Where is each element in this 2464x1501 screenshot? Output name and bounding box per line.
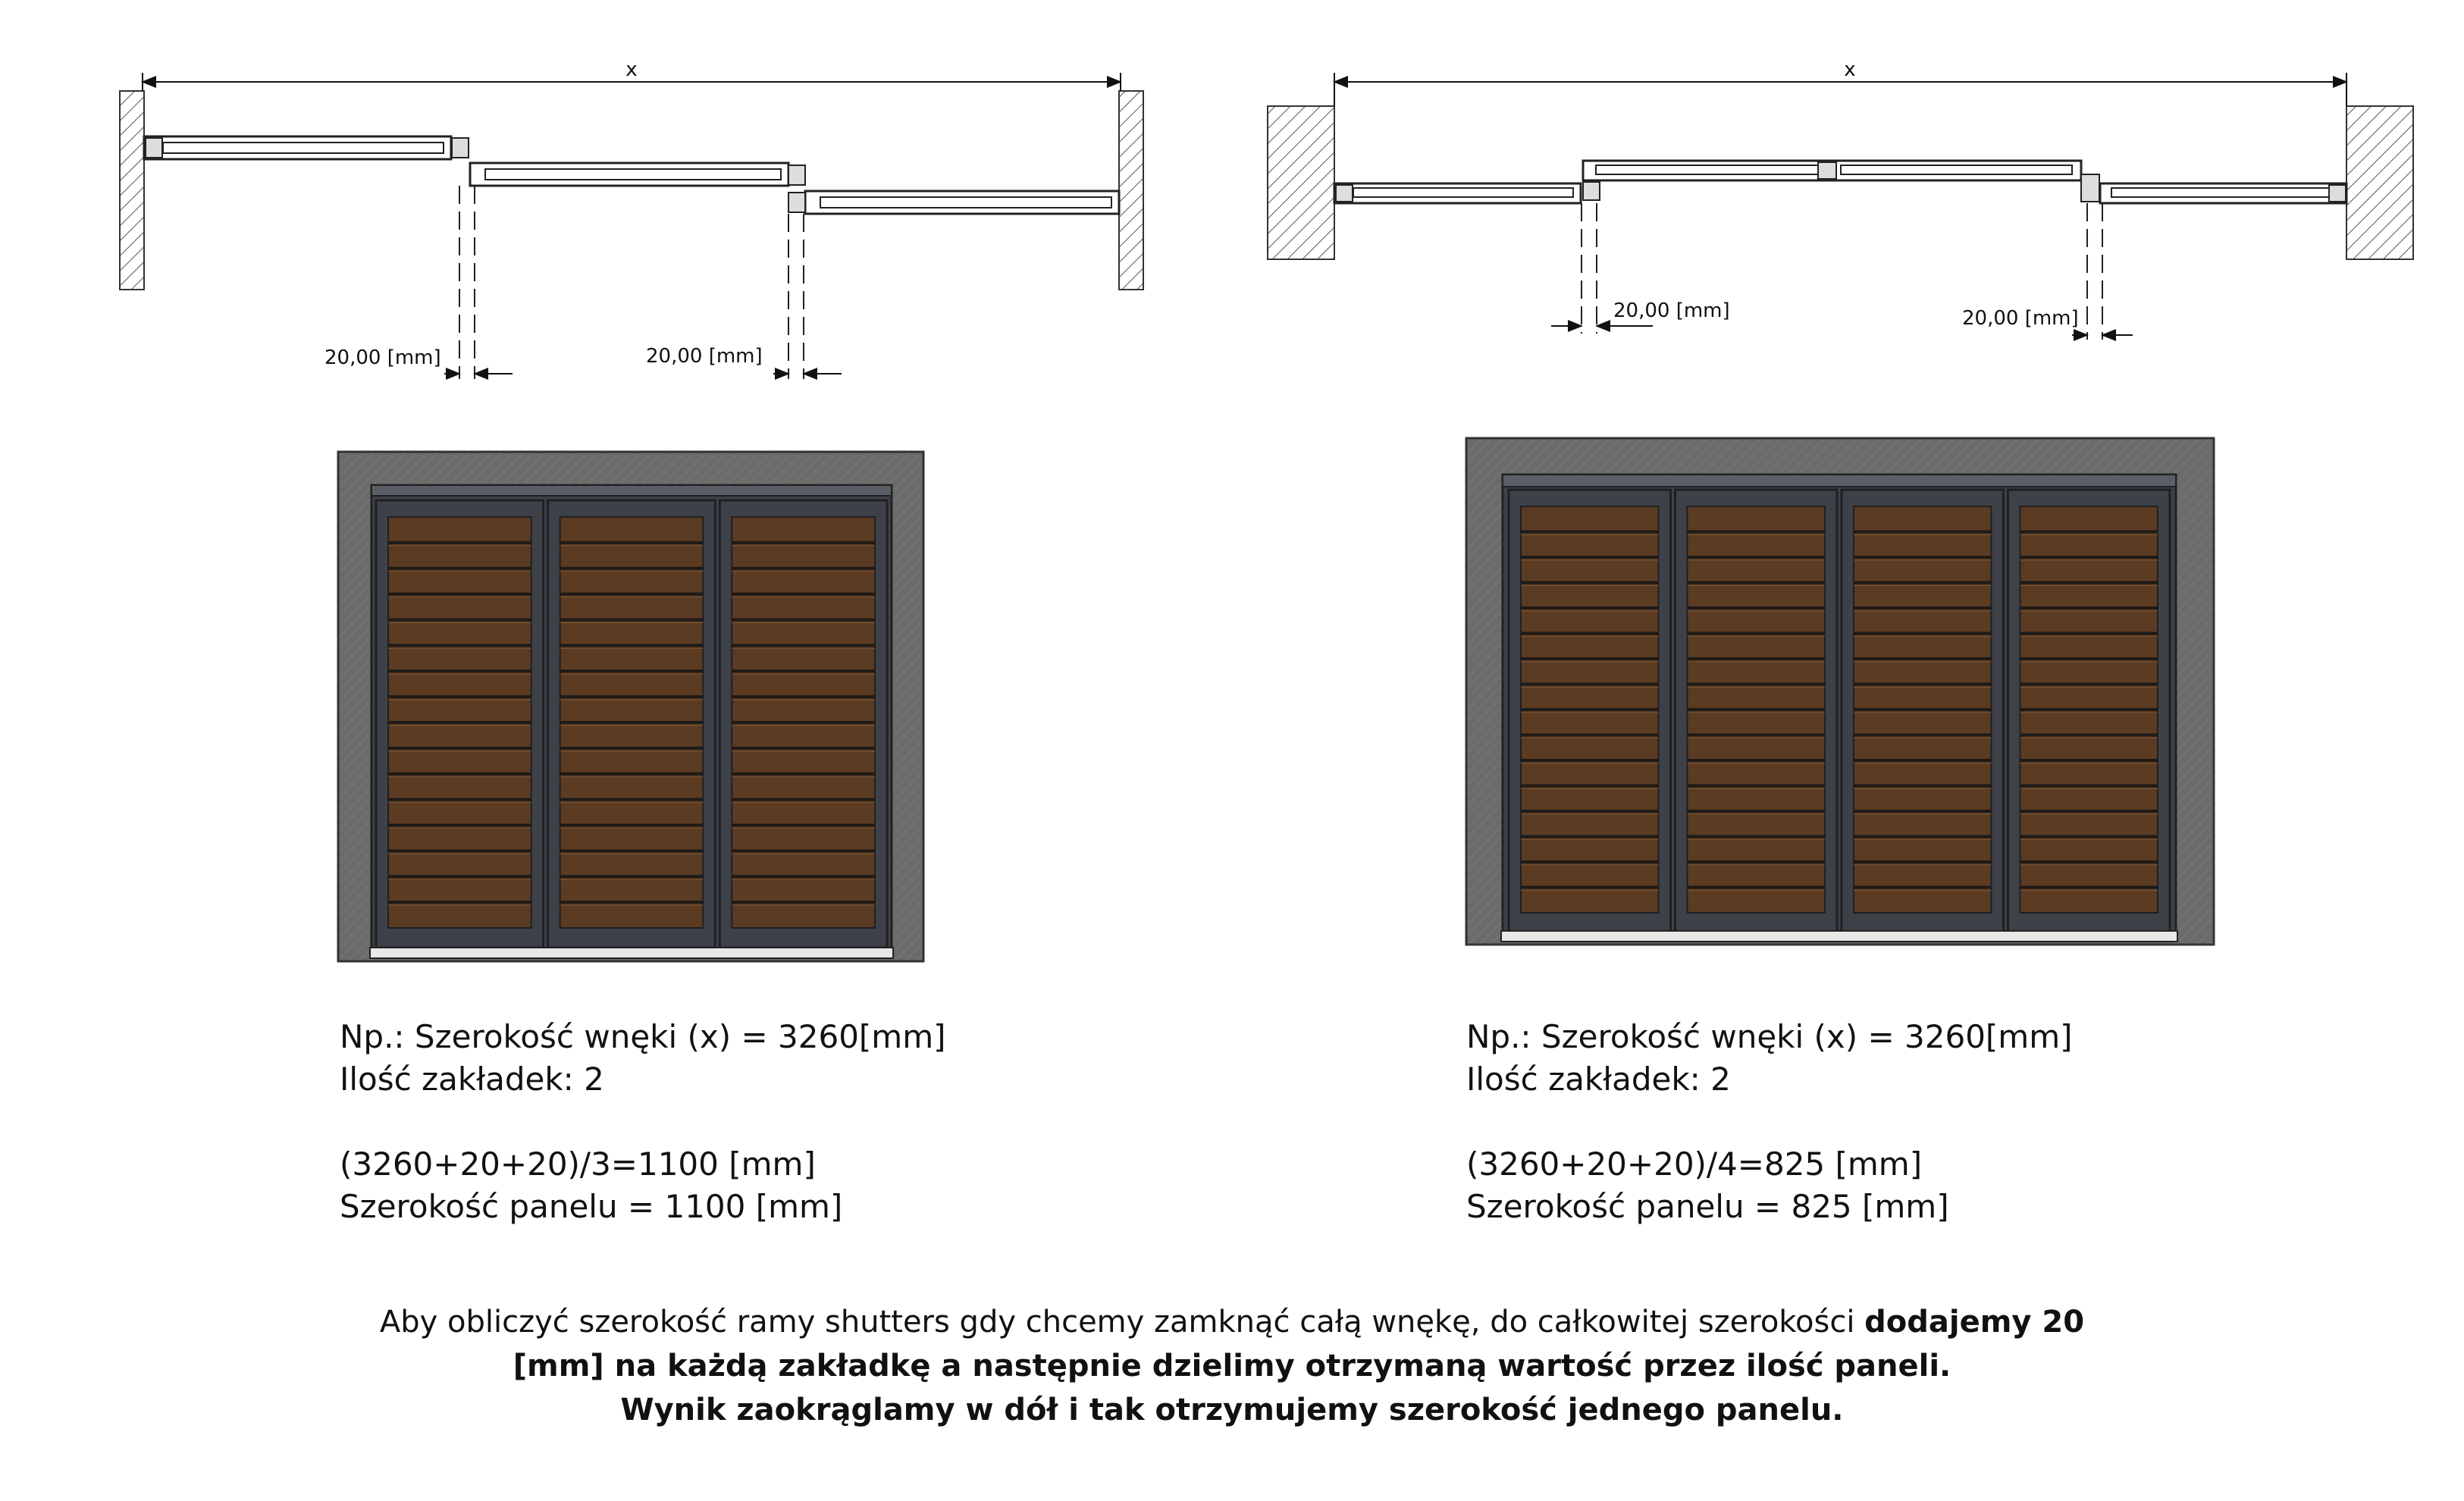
right-calculation [1466,1016,2073,1228]
note-text-bold-1: dodajemy 20 [1864,1305,2085,1340]
right-plan-view [1268,58,2413,340]
left-elevation [338,452,923,961]
left-gap-label-2: 20,00 [mm] [646,345,763,368]
left-calculation [340,1016,946,1228]
left-dim-x-label: x [625,58,638,81]
right-gap-label-2: 20,00 [mm] [1962,307,2079,330]
note-text-bold-3: Wynik zaokrąglamy w dół i tak otrzymujemy szerokość jednego panelu. [620,1393,1844,1427]
left-plan-panel-2 [470,163,805,186]
left-wall-left [120,91,144,290]
explanation-note [121,1300,2343,1432]
right-plan-panel-1 [1334,183,1581,203]
right-calc-line-1: Np.: Szerokość wnęki (x) = 3260[mm] [1466,1018,2073,1055]
right-calc-line-2: Ilość zakładek: 2 [1466,1061,1731,1098]
right-plan-panel-3 [1818,161,2081,180]
right-shutter-panel-3 [1842,490,2004,932]
left-shutter-panel-2 [548,500,716,948]
right-plan-panel-4 [2081,174,2346,203]
left-plan-view [120,58,1143,379]
right-shutter-panel-2 [1676,490,1838,932]
right-calc-line-4: Szerokość panelu = 825 [mm] [1466,1188,1949,1225]
note-text-bold-2: [mm] na każdą zakładkę a następnie dzielimy otrzymaną wartość przez ilość paneli. [513,1349,1951,1383]
left-shutter-panel-1 [376,500,544,948]
left-plan-panel-3 [788,191,1119,214]
left-calc-line-3: (3260+20+20)/3=1100 [mm] [340,1145,816,1183]
right-dim-x-label: x [1844,58,1856,81]
right-calc-line-3: (3260+20+20)/4=825 [mm] [1466,1145,1923,1183]
left-calc-line-2: Ilość zakładek: 2 [340,1061,604,1098]
left-plan-panel-1 [144,136,469,159]
right-gap-label-1: 20,00 [mm] [1613,299,1730,322]
right-elevation [1466,438,2214,945]
note-text-regular: Aby obliczyć szerokość ramy shutters gdy chcemy zamknąć całą wnękę, do całkowitej szerokości [379,1305,1865,1340]
right-wall-left [1268,106,1334,259]
left-gap-label-1: 20,00 [mm] [324,346,441,369]
left-calc-line-4: Szerokość panelu = 1100 [mm] [340,1188,843,1225]
left-shutter-panel-3 [719,500,887,948]
right-shutter-panel-4 [2008,490,2171,932]
right-plan-panel-2 [1583,161,1826,200]
right-shutter-panel-1 [1509,490,1671,932]
right-wall-right [2346,106,2413,259]
left-wall-right [1119,91,1143,290]
left-shutter-panels [376,500,887,948]
left-calc-line-1: Np.: Szerokość wnęki (x) = 3260[mm] [340,1018,946,1055]
